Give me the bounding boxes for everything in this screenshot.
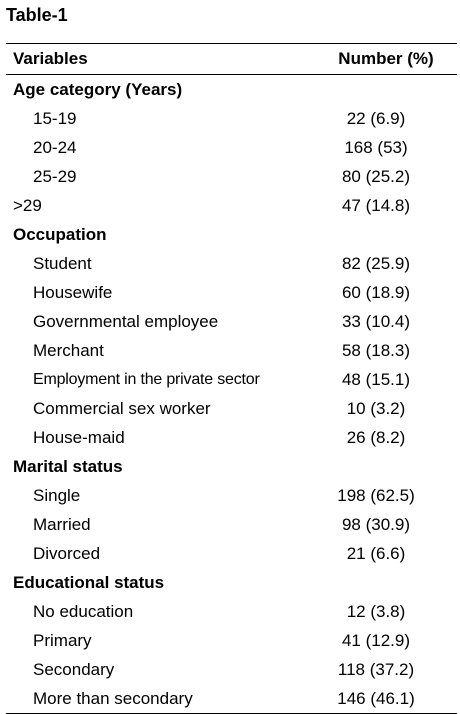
row-label: Divorced [33,544,101,563]
row-label: Employment in the private sector [33,371,260,388]
row-value: 21 (6.6) [346,544,406,563]
row-label: >29 [13,196,42,215]
section-label: Marital status [13,457,123,476]
table-caption: Table-1 [6,5,68,25]
row-label: House-maid [33,428,125,447]
section-header-row [6,568,457,597]
table-row [6,481,457,510]
table-row [6,249,457,278]
table-row [6,307,457,336]
row-value: 12 (3.8) [346,602,406,621]
row-label: Primary [33,631,92,650]
row-label: Student [33,254,92,273]
row-value: 47 (14.8) [341,196,411,215]
row-value: 198 (62.5) [337,486,415,505]
row-label: Governmental employee [33,312,219,331]
row-label: Married [33,515,91,534]
row-value: 26 (8.2) [346,428,406,447]
table-header-row [6,44,457,74]
row-label: Housewife [33,283,113,302]
table-row [6,394,457,423]
row-value: 41 (12.9) [341,631,411,650]
table-row [6,336,457,365]
row-label: Commercial sex worker [33,399,211,418]
section-header-row [6,75,457,104]
row-label: No education [33,602,134,621]
table-row [6,423,457,452]
row-label: Secondary [33,660,115,679]
row-value: 10 (3.2) [346,399,406,418]
table-row [6,597,457,626]
section-label: Occupation [13,225,107,244]
row-label: 20-24 [33,138,77,157]
row-label: Single [33,486,81,505]
row-value: 80 (25.2) [341,167,411,186]
row-value: 48 (15.1) [341,370,411,389]
row-label: Merchant [33,341,104,360]
row-value: 33 (10.4) [341,312,411,331]
row-label: 15-19 [33,109,77,128]
section-label: Educational status [13,573,165,592]
row-label: 25-29 [33,167,77,186]
table-row [6,278,457,307]
demographics-table [6,43,457,714]
section-header-row [6,452,457,481]
table-row [6,655,457,684]
row-value: 60 (18.9) [341,283,411,302]
table-row [6,365,457,394]
section-header-row [6,220,457,249]
table-row [6,162,457,191]
row-value: 146 (46.1) [337,689,415,708]
row-value: 98 (30.9) [341,515,411,534]
header-number: Number (%) [338,49,434,68]
header-variables: Variables [13,49,88,68]
table-row [6,133,457,162]
row-value: 82 (25.9) [341,254,411,273]
table-row [6,104,457,133]
row-value: 58 (18.3) [341,341,411,360]
table-row [6,626,457,655]
table-row [6,684,457,713]
section-label: Age category (Years) [13,80,183,99]
row-label: More than secondary [33,689,193,708]
table-row [6,191,457,220]
table-row [6,539,457,568]
table-body [6,75,457,713]
row-value: 118 (37.2) [337,660,415,679]
table-row [6,510,457,539]
row-value: 168 (53) [344,138,408,157]
row-value: 22 (6.9) [346,109,406,128]
